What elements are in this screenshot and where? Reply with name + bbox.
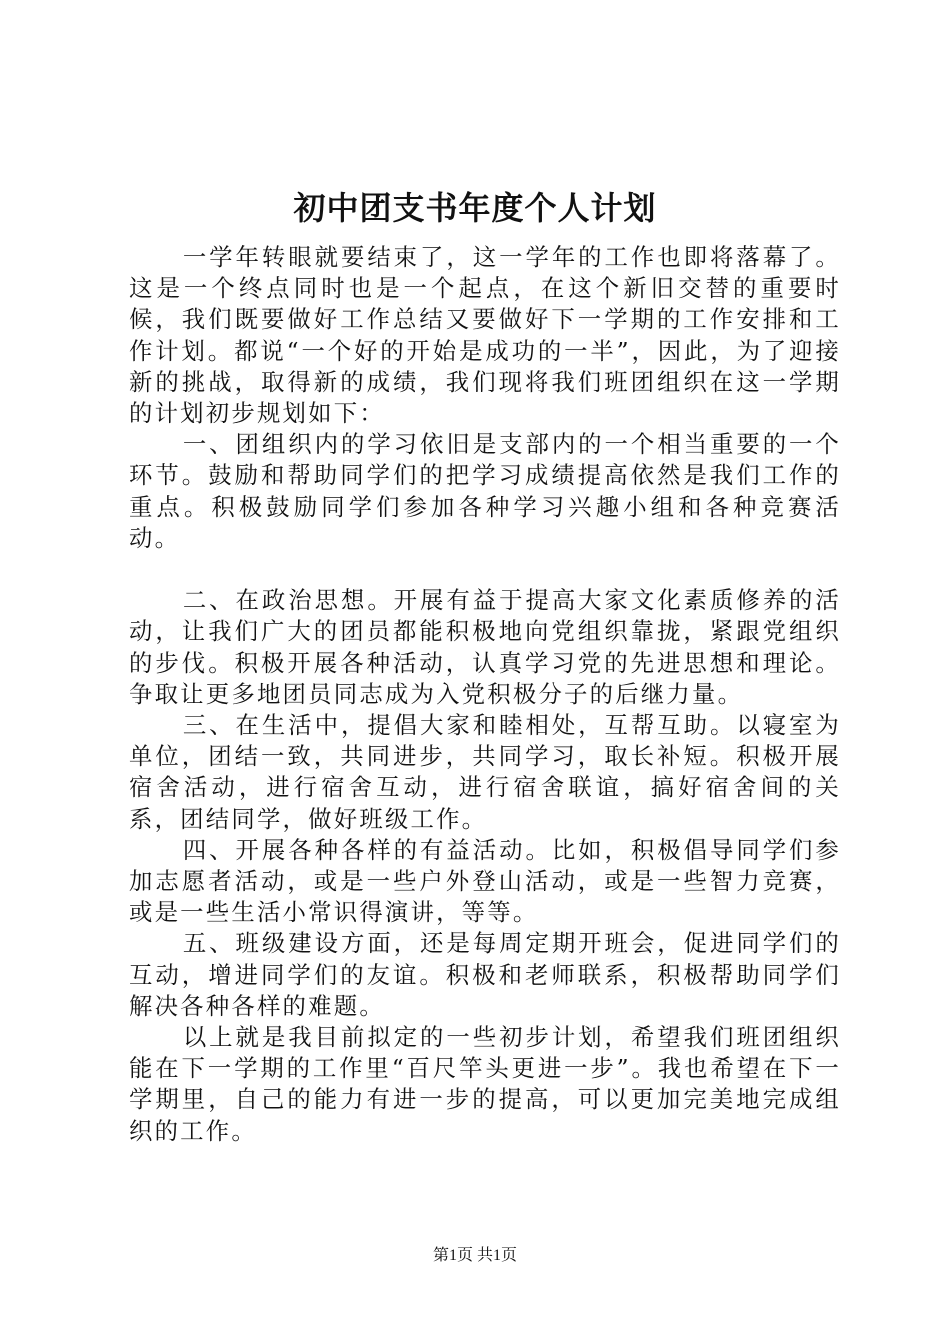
paragraph-item-4: 四、开展各种各样的有益活动。比如，积极倡导同学们参加志愿者活动，或是一些户外登山活动，或是一些智力竞赛，或是一些生活小常识得演讲，等等。 (129, 835, 841, 927)
page-title: 初中团支书年度个人计划 (293, 189, 657, 227)
paragraph-item-1: 一、团组织内的学习依旧是支部内的一个相当重要的一个环节。鼓励和帮助同学们的把学习成绩提高依然是我们工作的重点。积极鼓励同学们参加各种学习兴趣小组和各种竞赛活动。 (129, 430, 841, 552)
paragraph-item-3: 三、在生活中，提倡大家和睦相处，互帮互助。以寝室为单位，团结一致，共同进步，共同学习，取长补短。积极开展宿舍活动，进行宿舍互动，进行宿舍联谊，搞好宿舍间的关系，团结同学，做好班级工作。 (129, 711, 841, 833)
paragraph-intro: 一学年转眼就要结束了，这一学年的工作也即将落幕了。这是一个终点同时也是一个起点，在这个新旧交替的重要时候，我们既要做好工作总结又要做好下一学期的工作安排和工作计划。都说“一个好的开始是成功的一半”，因此，为了迎接新的挑战，取得新的成绩，我们现将我们班团组织在这一学期的计划初步规划如下： (129, 243, 841, 428)
paragraph-item-5: 五、班级建设方面，还是每周定期开班会，促进同学们的互动，增进同学们的友谊。积极和老师联系，积极帮助同学们解决各种各样的难题。 (129, 929, 841, 1020)
paragraph-item-2: 二、在政治思想。开展有益于提高大家文化素质修养的活动，让我们广大的团员都能积极地向党组织靠拢，紧跟党组织的步伐。积极开展各种活动，认真学习党的先进思想和理论。争取让更多地团员同志成为入党积极分子的后继力量。 (129, 586, 841, 708)
paragraph-conclusion: 以上就是我目前拟定的一些初步计划，希望我们班团组织能在下一学期的工作里“百尺竿头更进一步”。我也希望在下一学期里，自己的能力有进一步的提高，可以更加完美地完成组织的工作。 (129, 1023, 841, 1145)
document-body (129, 242, 841, 1147)
page-number-footer: 第1页 共1页 (432, 1247, 517, 1264)
